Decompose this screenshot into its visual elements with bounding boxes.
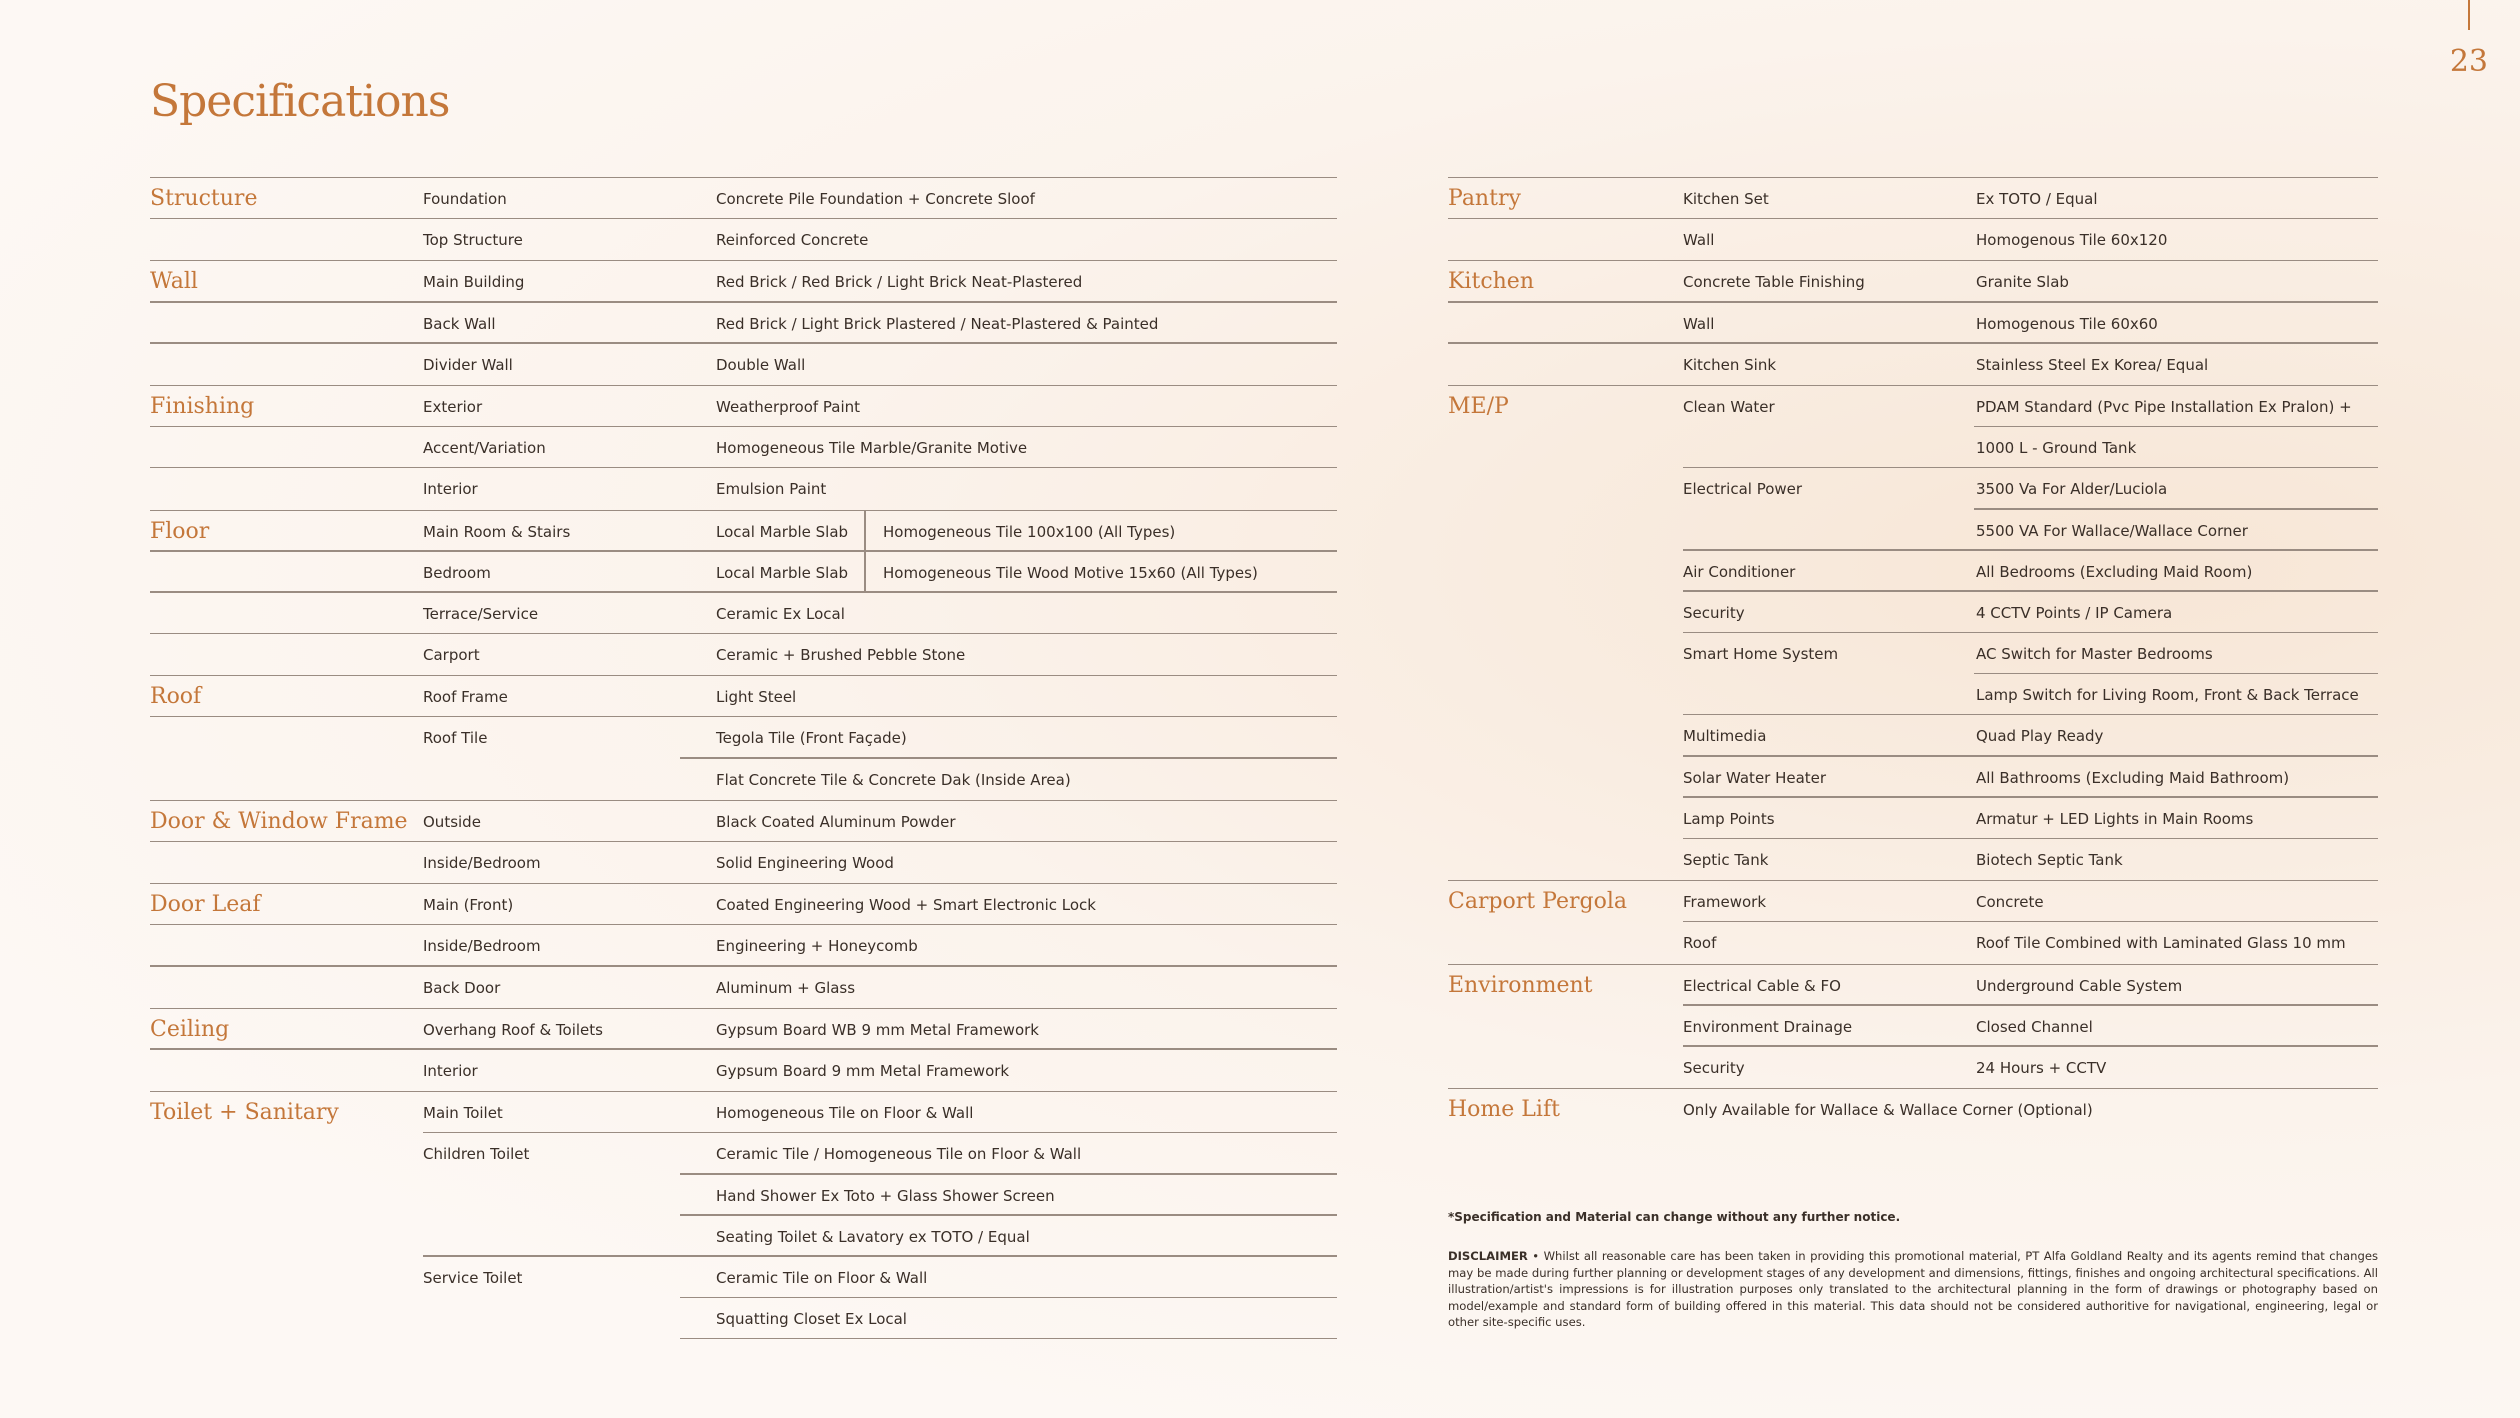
spec-item: Carport <box>423 646 480 665</box>
spec-row <box>150 1050 1337 1091</box>
specs-right-column <box>1448 177 2378 1130</box>
cell-divider <box>864 552 866 593</box>
spec-row <box>150 385 1337 427</box>
disclaimer <box>1448 1248 2378 1331</box>
spec-category: Wall <box>150 269 198 295</box>
spec-value: Weatherproof Paint <box>716 397 861 416</box>
spec-row <box>150 303 1337 344</box>
spec-row <box>1448 1088 2378 1130</box>
spec-value: Solid Engineering Wood <box>716 854 894 872</box>
page-title: Specifications <box>150 76 450 127</box>
spec-value: Engineering + Honeycomb <box>716 937 918 956</box>
spec-row <box>1448 177 2378 219</box>
spec-value: Homogeneous Tile on Floor & Wall <box>716 1104 974 1123</box>
spec-row <box>150 925 1337 966</box>
spec-item: Electrical Power <box>1683 480 1803 499</box>
spec-item: Multimedia <box>1683 727 1767 746</box>
spec-item: Main Room & Stairs <box>423 522 571 541</box>
spec-value: Double Wall <box>716 355 806 374</box>
spec-category: Carport Pergola <box>1448 889 1627 915</box>
spec-value: Homogenous Tile 60x60 <box>1976 314 2158 333</box>
spec-item: Interior <box>423 1061 478 1080</box>
spec-item: Foundation <box>423 190 507 208</box>
spec-value: Light Steel <box>716 688 797 707</box>
spec-value: All Bathrooms (Excluding Maid Bathroom) <box>1976 768 2290 787</box>
spec-category: Toilet + Sanitary <box>150 1100 339 1126</box>
spec-value: Red Brick / Light Brick Plastered / Neat-Plastered & Painted <box>716 314 1159 333</box>
spec-row <box>150 967 1337 1008</box>
page-number: 23 <box>2449 44 2488 79</box>
spec-item: Top Structure <box>423 231 523 250</box>
spec-item: Back Wall <box>423 314 496 333</box>
spec-value: Emulsion Paint <box>716 480 827 499</box>
spec-value: Seating Toilet & Lavatory ex TOTO / Equal <box>716 1227 1030 1246</box>
spec-row <box>1448 964 2378 1006</box>
spec-category: Floor <box>150 518 210 544</box>
spec-row <box>1448 674 2378 715</box>
spec-row <box>150 675 1337 717</box>
spec-value: Ex TOTO / Equal <box>1976 190 2098 208</box>
spec-row <box>150 1091 1337 1133</box>
spec-row <box>150 427 1337 468</box>
spec-row <box>150 510 1337 552</box>
spec-value: PDAM Standard (Pvc Pipe Installation Ex Pralon) + <box>1976 397 2352 416</box>
spec-item: Main Toilet <box>423 1104 503 1123</box>
cell-divider <box>864 511 866 552</box>
spec-value: Ceramic + Brushed Pebble Stone <box>716 646 966 665</box>
spec-row <box>150 552 1337 593</box>
spec-row <box>1448 715 2378 756</box>
spec-row <box>150 593 1337 634</box>
spec-item: Security <box>1683 603 1745 622</box>
spec-item: Solar Water Heater <box>1683 768 1827 787</box>
spec-item: Only Available for Wallace & Wallace Corner (Optional) <box>1683 1101 2093 1120</box>
spec-value: 4 CCTV Points / IP Camera <box>1976 603 2173 622</box>
spec-value: Closed Channel <box>1976 1017 2093 1036</box>
spec-value: Coated Engineering Wood + Smart Electronic Lock <box>716 896 1096 915</box>
spec-item: Main Building <box>423 273 525 292</box>
spec-row <box>150 260 1337 302</box>
spec-row <box>1448 385 2378 427</box>
spec-row <box>1448 303 2378 344</box>
notes <box>1448 1210 2378 1331</box>
spec-row <box>150 177 1337 219</box>
spec-value-alt: Homogeneous Tile Wood Motive 15x60 (All Types) <box>883 563 1258 582</box>
spec-row <box>1448 551 2378 592</box>
specs-left-column <box>150 177 1337 1339</box>
spec-value: AC Switch for Master Bedrooms <box>1976 645 2213 664</box>
spec-value: Homogeneous Tile Marble/Granite Motive <box>716 439 1028 458</box>
spec-row <box>1448 633 2378 674</box>
spec-item: Terrace/Service <box>423 604 539 623</box>
spec-row <box>150 1175 1337 1216</box>
spec-value: Gypsum Board 9 mm Metal Framework <box>716 1061 1010 1080</box>
spec-item: Main (Front) <box>423 896 514 915</box>
spec-item: Framework <box>1683 893 1767 912</box>
spec-item: Roof <box>1683 934 1717 953</box>
spec-value: Local Marble Slab <box>716 522 849 541</box>
spec-row <box>150 759 1337 800</box>
spec-row <box>1448 922 2378 963</box>
spec-item: Kitchen Sink <box>1683 355 1777 374</box>
spec-row <box>1448 1047 2378 1088</box>
spec-value: Quad Play Ready <box>1976 727 2104 746</box>
spec-item: Clean Water <box>1683 397 1775 416</box>
spec-row <box>150 717 1337 758</box>
spec-item: Roof Tile <box>423 729 488 748</box>
spec-value: Armatur + LED Lights in Main Rooms <box>1976 809 2254 828</box>
spec-value: All Bedrooms (Excluding Maid Room) <box>1976 562 2253 581</box>
spec-value: Ceramic Tile / Homogeneous Tile on Floor & Wall <box>716 1145 1082 1164</box>
spec-item: Smart Home System <box>1683 645 1839 664</box>
disclaimer-label: DISCLAIMER <box>1448 1249 1528 1263</box>
spec-item: Wall <box>1683 314 1715 333</box>
spec-row <box>150 1008 1337 1050</box>
spec-value: 24 Hours + CCTV <box>1976 1058 2107 1077</box>
row-divider <box>680 1338 1337 1340</box>
spec-row <box>1448 757 2378 798</box>
spec-item: Bedroom <box>423 563 491 582</box>
spec-item: Security <box>1683 1058 1745 1077</box>
spec-row <box>150 883 1337 925</box>
spec-value: Hand Shower Ex Toto + Glass Shower Screen <box>716 1186 1055 1205</box>
spec-item: Exterior <box>423 397 483 416</box>
spec-row <box>150 468 1337 509</box>
spec-item: Interior <box>423 480 478 499</box>
spec-value: Local Marble Slab <box>716 563 849 582</box>
spec-row <box>1448 839 2378 880</box>
spec-row <box>1448 219 2378 260</box>
spec-value: Concrete Pile Foundation + Concrete Sloof <box>716 190 1035 208</box>
spec-value: Stainless Steel Ex Korea/ Equal <box>1976 355 2209 374</box>
spec-category: Kitchen <box>1448 269 1534 295</box>
spec-item: Lamp Points <box>1683 809 1775 828</box>
spec-item: Divider Wall <box>423 355 513 374</box>
spec-item: Concrete Table Finishing <box>1683 273 1865 292</box>
spec-item: Service Toilet <box>423 1268 523 1287</box>
spec-value: 5500 VA For Wallace/Wallace Corner <box>1976 521 2248 540</box>
disclaimer-text: • Whilst all reasonable care has been taken in providing this promotional material, PT Alfa Goldland Realty and its agents remind that changes may be made during further planning or development stages of any development and dimensions, fittings, finishes and ongoing architectural specifications. All illustration/artist's impressions is for illustration purposes only translated to the architectural planning in the form of drawings or photography based on model/example and standard form of building offered in this material. This data should not be considered authoritive for navigational, engineering, legal or other site-specific uses. <box>1448 1249 2378 1329</box>
spec-change-note: *Specification and Material can change without any further notice. <box>1448 1210 1901 1224</box>
spec-value: Tegola Tile (Front Façade) <box>716 729 907 748</box>
spec-value: Red Brick / Red Brick / Light Brick Neat-Plastered <box>716 273 1083 292</box>
spec-value: Roof Tile Combined with Laminated Glass 10 mm <box>1976 934 2346 953</box>
spec-row <box>150 1216 1337 1257</box>
spec-row <box>1448 510 2378 551</box>
spec-value: 3500 Va For Alder/Luciola <box>1976 480 2168 499</box>
spec-item: Septic Tank <box>1683 851 1769 869</box>
spec-value-alt: Homogeneous Tile 100x100 (All Types) <box>883 522 1176 541</box>
spec-category: Structure <box>150 186 258 211</box>
spec-row <box>150 800 1337 842</box>
spec-value: Underground Cable System <box>1976 976 2183 995</box>
spec-value: 1000 L - Ground Tank <box>1976 439 2137 458</box>
spec-row <box>1448 880 2378 922</box>
spec-value: Granite Slab <box>1976 273 2069 292</box>
spec-row <box>150 1257 1337 1298</box>
spec-category: Environment <box>1448 972 1593 998</box>
spec-value: Homogenous Tile 60x120 <box>1976 231 2168 250</box>
page-rule <box>2468 0 2470 30</box>
spec-value: Ceramic Tile on Floor & Wall <box>716 1268 928 1287</box>
spec-value: Concrete <box>1976 893 2044 912</box>
spec-row <box>150 219 1337 260</box>
spec-row <box>150 344 1337 385</box>
spec-row <box>1448 260 2378 302</box>
spec-value: Squatting Closet Ex Local <box>716 1310 907 1329</box>
spec-category: Home Lift <box>1448 1097 1560 1123</box>
spec-item: Children Toilet <box>423 1145 530 1164</box>
spec-category: Pantry <box>1448 186 1521 211</box>
spec-value: Black Coated Aluminum Powder <box>716 812 956 831</box>
spec-item: Inside/Bedroom <box>423 937 541 956</box>
spec-value: Reinforced Concrete <box>716 231 869 250</box>
spec-item: Inside/Bedroom <box>423 854 541 872</box>
spec-category: ME/P <box>1448 393 1509 419</box>
spec-category: Door Leaf <box>150 892 261 918</box>
spec-row <box>1448 344 2378 385</box>
spec-item: Kitchen Set <box>1683 190 1769 208</box>
spec-item: Back Door <box>423 978 501 997</box>
spec-row <box>1448 468 2378 509</box>
spec-category: Door & Window Frame <box>150 808 408 834</box>
spec-category: Ceiling <box>150 1016 230 1042</box>
spec-item: Roof Frame <box>423 688 508 707</box>
spec-item: Accent/Variation <box>423 439 546 458</box>
spec-item: Environment Drainage <box>1683 1017 1853 1036</box>
spec-category: Finishing <box>150 393 255 419</box>
spec-category: Roof <box>150 684 202 710</box>
spec-row <box>1448 798 2378 839</box>
spec-value: Biotech Septic Tank <box>1976 851 2123 869</box>
spec-row <box>150 1298 1337 1339</box>
spec-value: Ceramic Ex Local <box>716 604 845 623</box>
spec-row <box>150 634 1337 675</box>
spec-item: Wall <box>1683 231 1715 250</box>
spec-row <box>1448 1006 2378 1047</box>
spec-value: Gypsum Board WB 9 mm Metal Framework <box>716 1020 1039 1039</box>
spec-row <box>1448 592 2378 633</box>
spec-item: Outside <box>423 812 481 831</box>
spec-value: Aluminum + Glass <box>716 978 856 997</box>
spec-value: Lamp Switch for Living Room, Front & Back Terrace <box>1976 686 2359 705</box>
spec-item: Overhang Roof & Toilets <box>423 1020 603 1039</box>
spec-row <box>150 1133 1337 1174</box>
spec-value: Flat Concrete Tile & Concrete Dak (Inside Area) <box>716 770 1071 789</box>
spec-item: Air Conditioner <box>1683 562 1796 581</box>
spec-item: Electrical Cable & FO <box>1683 976 1841 995</box>
spec-row <box>1448 427 2378 468</box>
spec-row <box>150 842 1337 883</box>
